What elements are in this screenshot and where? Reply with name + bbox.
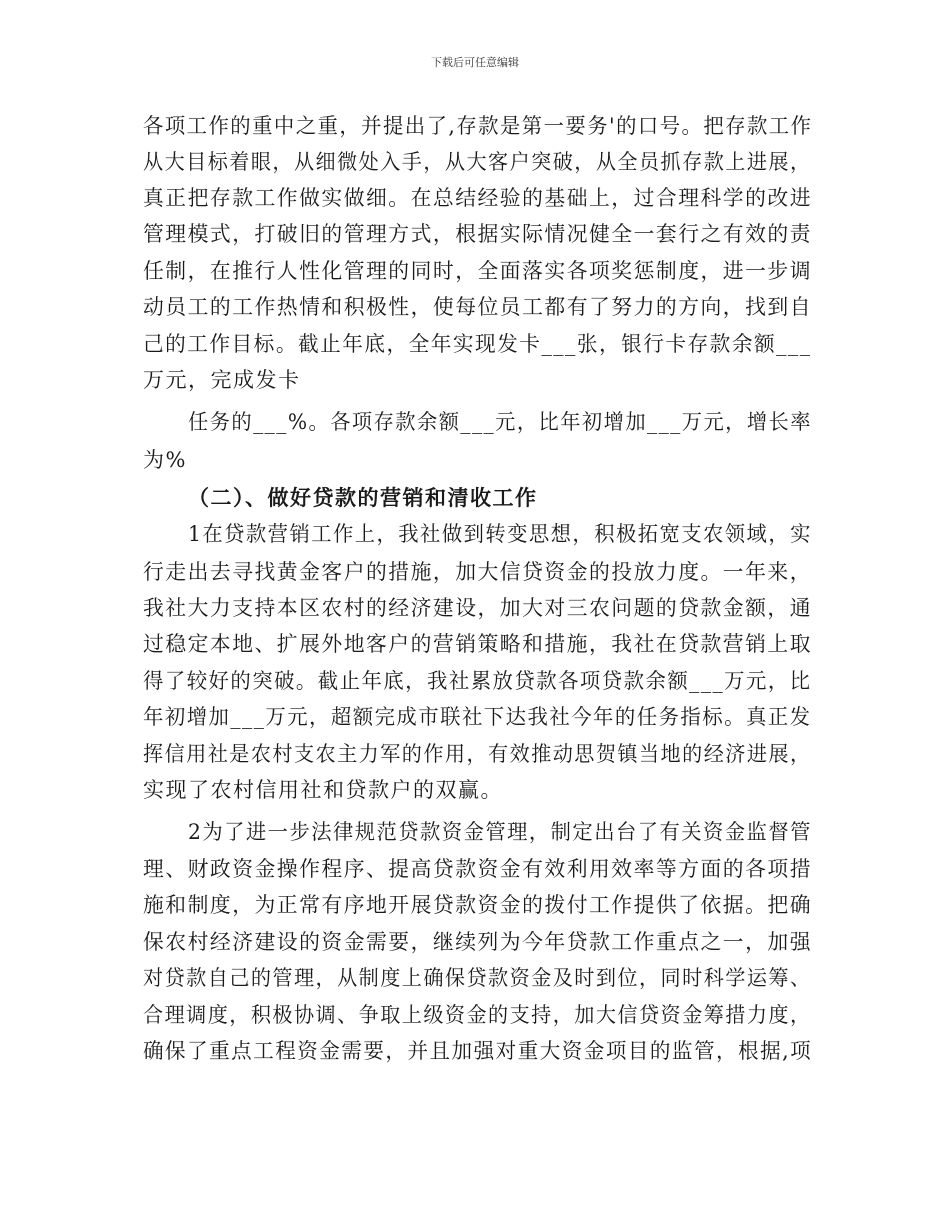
text-line: 得了较好的突破。截止年底，我社累放贷款各项贷款余额___万元，比	[143, 669, 812, 693]
page-header: 下载后可任意编辑	[431, 56, 519, 69]
text-line: 施和制度，为正常有序地开展贷款资金的拨付工作提供了依据。把确	[143, 893, 812, 917]
text-line: 任制，在推行人性化管理的同时，全面落实各项奖惩制度，进一步调	[143, 259, 812, 283]
text-line: 保农村经济建设的资金需要，继续列为今年贷款工作重点之一，加强	[143, 930, 812, 954]
text-line: 年初增加___万元，超额完成市联社下达我社今年的任务指标。真正发	[143, 705, 812, 729]
text-line: 合理调度，积极协调、争取上级资金的支持，加大信贷资金筹措力度，	[143, 1003, 812, 1027]
text-line: 对贷款自己的管理，从制度上确保贷款资金及时到位，同时科学运筹、	[143, 966, 812, 990]
text-line: 任务的___%。各项存款余额___元，比年初增加___万元，增长率	[188, 410, 812, 434]
text-line: 真正把存款工作做实做细。在总结经验的基础上，过合理科学的改进	[143, 186, 812, 210]
text-line: 理、财政资金操作程序、提高贷款资金有效利用效率等方面的各项措	[143, 857, 812, 881]
text-line: 确保了重点工程资金需要，并且加强对重大资金项目的监管，根据,项	[143, 1039, 813, 1063]
text-line: 万元，完成发卡	[143, 368, 301, 392]
text-line: 各项工作的重中之重，并提出了,存款是第一要务'的口号。把存款工作	[143, 114, 813, 138]
text-line: 实现了农村信用社和贷款户的双赢。	[143, 778, 503, 802]
text-line: 己的工作目标。截止年底，全年实现发卡___张，银行卡存款余额___	[143, 332, 812, 356]
text-line: 动员工的工作热情和积极性，使每位员工都有了努力的方向，找到自	[143, 295, 812, 319]
text-line: 2为了进一步法律规范贷款资金管理，制定出台了有关资金监督管	[188, 820, 812, 844]
text-line: 1在贷款营销工作上，我社做到转变思想，积极拓宽支农领域，实	[188, 522, 812, 546]
text-line: 管理模式，打破旧的管理方式，根据实际情况健全一套行之有效的责	[143, 222, 812, 246]
text-line: 过稳定本地、扩展外地客户的营销策略和措施，我社在贷款营销上取	[143, 632, 812, 656]
section-heading: （二）、做好贷款的营销和清收工作	[188, 485, 538, 510]
text-line: 从大目标着眼，从细微处入手，从大客户突破，从全员抓存款上进展，	[143, 150, 812, 174]
text-line: 为%	[143, 448, 187, 472]
text-line: 我社大力支持本区农村的经济建设，加大对三农问题的贷款金额，通	[143, 596, 812, 620]
text-line: 挥信用社是农村支农主力军的作用，有效推动思贺镇当地的经济进展，	[143, 742, 812, 766]
text-line: 行走出去寻找黄金客户的措施，加大信贷资金的投放力度。一年来，	[143, 560, 812, 584]
